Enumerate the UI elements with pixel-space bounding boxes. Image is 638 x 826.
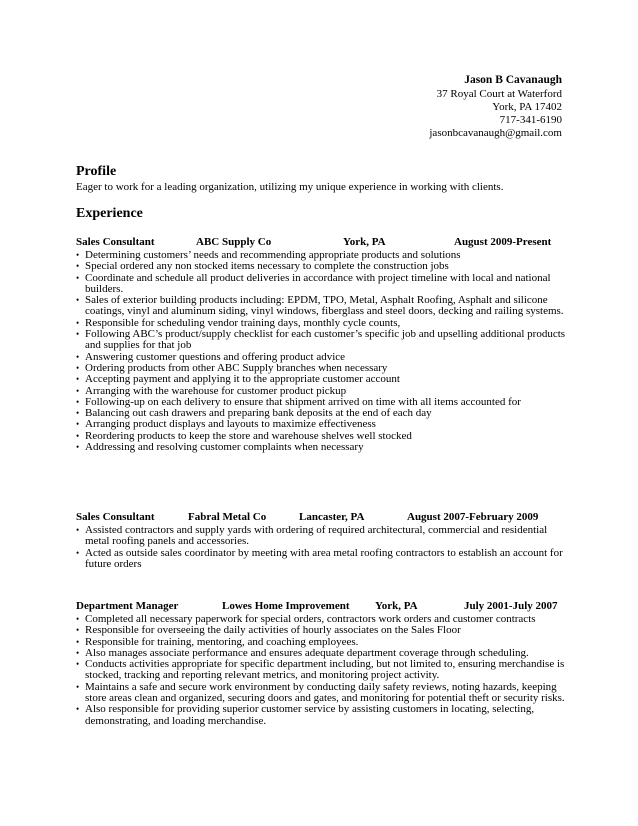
list-item: • Ordering products from other ABC Supply branches when necessary	[76, 363, 566, 374]
list-item: • Sales of exterior building products including: EPDM, TPO, Metal, Asphalt Roofing, Asphalt and silicone coatings, vinyl and aluminum siding, vinyl windows, fiberglass and steel doors, decking and railing systems.	[76, 295, 566, 318]
job-company: Lowes Home Improvement	[222, 600, 350, 612]
job-dates: August 2009-Present	[454, 236, 552, 248]
list-item: • Following ABC’s product/supply checklist for each customer’s specific job and upselling additional products and supplies for that job	[76, 329, 566, 352]
job-header	[76, 600, 566, 613]
job-dates: July 2001-July 2007	[464, 600, 558, 612]
list-item: • Answering customer questions and offering product advice	[76, 352, 566, 363]
job-company: Fabral Metal Co	[188, 511, 267, 523]
email-address: jasonbcavanaugh@gmail.com	[429, 127, 562, 139]
list-item: • Responsible for scheduling vendor training days, monthly cycle counts,	[76, 318, 566, 329]
job-bullet-list	[76, 614, 566, 727]
list-item: • Also manages associate performance and ensures adequate department coverage through scheduling.	[76, 648, 566, 659]
job-role: Department Manager	[76, 600, 179, 612]
list-item: • Arranging with the warehouse for customer product pickup	[76, 386, 566, 397]
list-item: • Determining customers’ needs and recommending appropriate products and solutions	[76, 250, 566, 261]
list-item: • Balancing out cash drawers and preparing bank deposits at the end of each day	[76, 408, 566, 419]
job-location: Lancaster, PA	[299, 511, 365, 523]
list-item: • Maintains a safe and secure work environment by conducting daily safety reviews, noting hazards, keeping store areas clean and organized, securing doors and gates, and monitoring for potential theft or security risks.	[76, 682, 566, 705]
profile-heading: Profile	[76, 164, 117, 179]
experience-heading: Experience	[76, 206, 143, 221]
list-item: • Arranging product displays and layouts to maximize effectiveness	[76, 419, 566, 430]
list-item: • Coordinate and schedule all product deliveries in accordance with project timeline with local and national builders.	[76, 273, 566, 296]
list-item: • Responsible for training, mentoring, and coaching employees.	[76, 637, 566, 648]
job-location: York, PA	[375, 600, 418, 612]
list-item: • Special ordered any non stocked items necessary to complete the construction jobs	[76, 261, 566, 272]
list-item: • Also responsible for providing superior customer service by assisting customers in locating, selecting, demonstrating, and loading merchandise.	[76, 704, 566, 727]
profile-text: Eager to work for a leading organization, utilizing my unique experience in working with clients.	[76, 181, 504, 193]
list-item: • Accepting payment and applying it to the appropriate customer account	[76, 374, 566, 385]
contact-block	[429, 74, 562, 140]
list-item: • Following-up on each delivery to ensure that shipment arrived on time with all items accounted for	[76, 397, 566, 408]
list-item: • Addressing and resolving customer complaints when necessary	[76, 442, 566, 453]
address-line-2: York, PA 17402	[492, 101, 562, 113]
job-company: ABC Supply Co	[196, 236, 272, 248]
phone-number: 717-341-6190	[499, 114, 562, 126]
list-item: • Conducts activities appropriate for specific department including, but not limited to, ensuring merchandise is stocked, tracking and reporting relevant metrics, and monitoring project activity.	[76, 659, 566, 682]
list-item: • Reordering products to keep the store and warehouse shelves well stocked	[76, 431, 566, 442]
job-bullet-list	[76, 250, 566, 453]
list-item: • Responsible for overseeing the daily activities of hourly associates on the Sales Floor	[76, 625, 566, 636]
job-role: Sales Consultant	[76, 236, 155, 248]
job-header	[76, 511, 566, 524]
candidate-name: Jason B Cavanaugh	[464, 74, 562, 86]
list-item: • Completed all necessary paperwork for special orders, contractors work orders and customer contracts	[76, 614, 566, 625]
job-role: Sales Consultant	[76, 511, 155, 523]
job-dates: August 2007-February 2009	[407, 511, 539, 523]
address-line-1: 37 Royal Court at Waterford	[436, 88, 562, 100]
list-item: • Acted as outside sales coordinator by meeting with area metal roofing contractors to establish an account for future orders	[76, 548, 566, 571]
list-item: • Assisted contractors and supply yards with ordering of required architectural, commercial and residential metal roofing panels and accessories.	[76, 525, 566, 548]
job-header	[76, 236, 566, 249]
job-location: York, PA	[343, 236, 386, 248]
job-bullet-list	[76, 525, 566, 570]
